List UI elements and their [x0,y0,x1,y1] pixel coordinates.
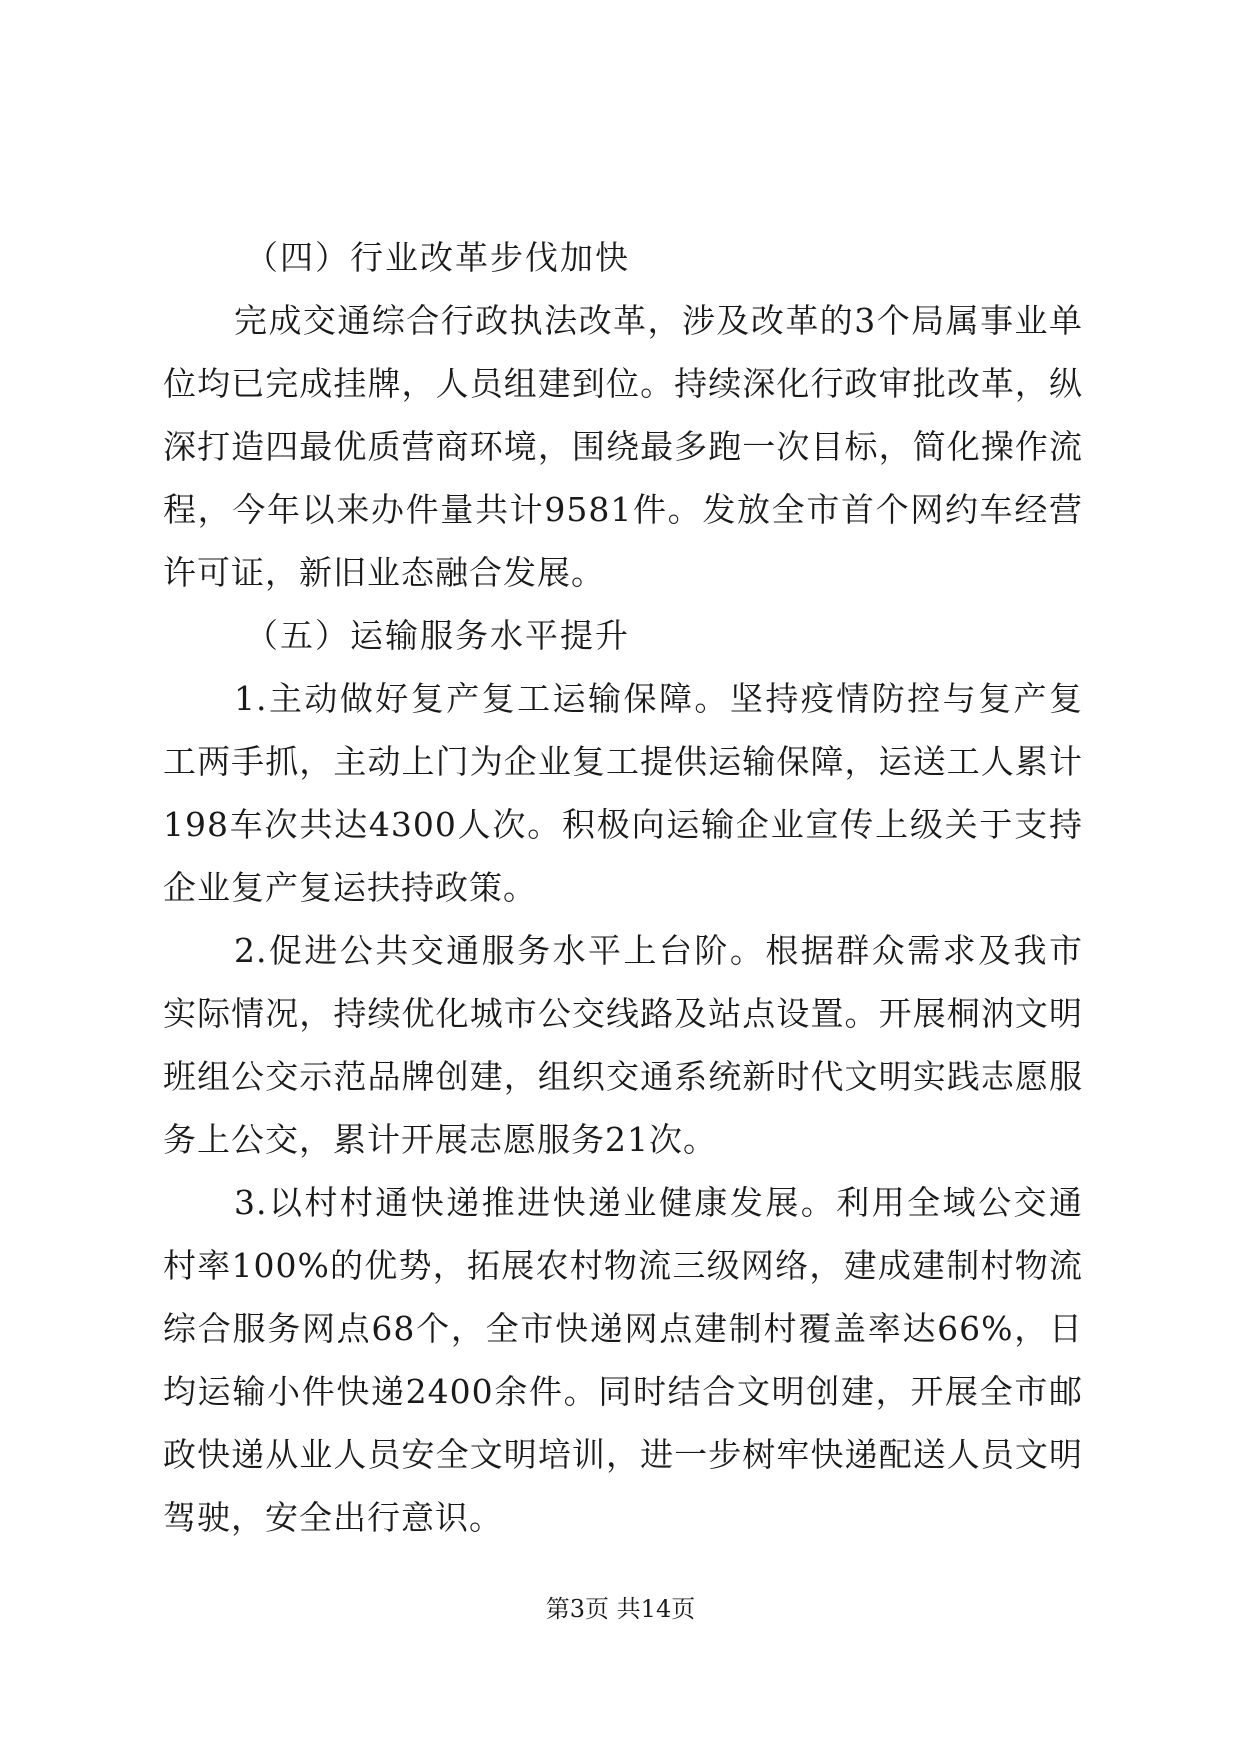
page-footer [0,1594,1241,1624]
page-number-indicator: 第3页 共14页 [545,1595,696,1623]
document-body [163,226,1083,1549]
section-heading: （四）行业改革步伐加快 [245,238,630,277]
body-paragraph: 2.促进公共交通服务水平上台阶。根据群众需求及我市实际情况，持续优化城市公交线路及站点设置。开展桐汭文明班组公交示范品牌创建，组织交通系统新时代文明实践志愿服务上公交，累计开展志愿服务21次。 [163,931,1083,1159]
body-paragraph: 3.以村村通快递推进快递业健康发展。利用全域公交通村率100%的优势，拓展农村物流三级网络，建成建制村物流综合服务网点68个，全市快递网点建制村覆盖率达66%，日均运输小件快递2400余件。同时结合文明创建，开展全市邮政快递从业人员安全文明培训，进一步树牢快递配送人员文明驾驶，安全出行意识。 [163,1183,1083,1537]
body-paragraph: 1.主动做好复产复工运输保障。坚持疫情防控与复产复工两手抓，主动上门为企业复工提供运输保障，运送工人累计198车次共达4300人次。积极向运输企业宣传上级关于支持企业复产复运扶持政策。 [163,679,1083,907]
section-heading: （五）运输服务水平提升 [245,616,630,655]
body-paragraph: 完成交通综合行政执法改革，涉及改革的3个局属事业单位均已完成挂牌，人员组建到位。持续深化行政审批改革，纵深打造四最优质营商环境，围绕最多跑一次目标，简化操作流程，今年以来办件量共计9581件。发放全市首个网约车经营许可证，新旧业态融合发展。 [163,301,1083,592]
